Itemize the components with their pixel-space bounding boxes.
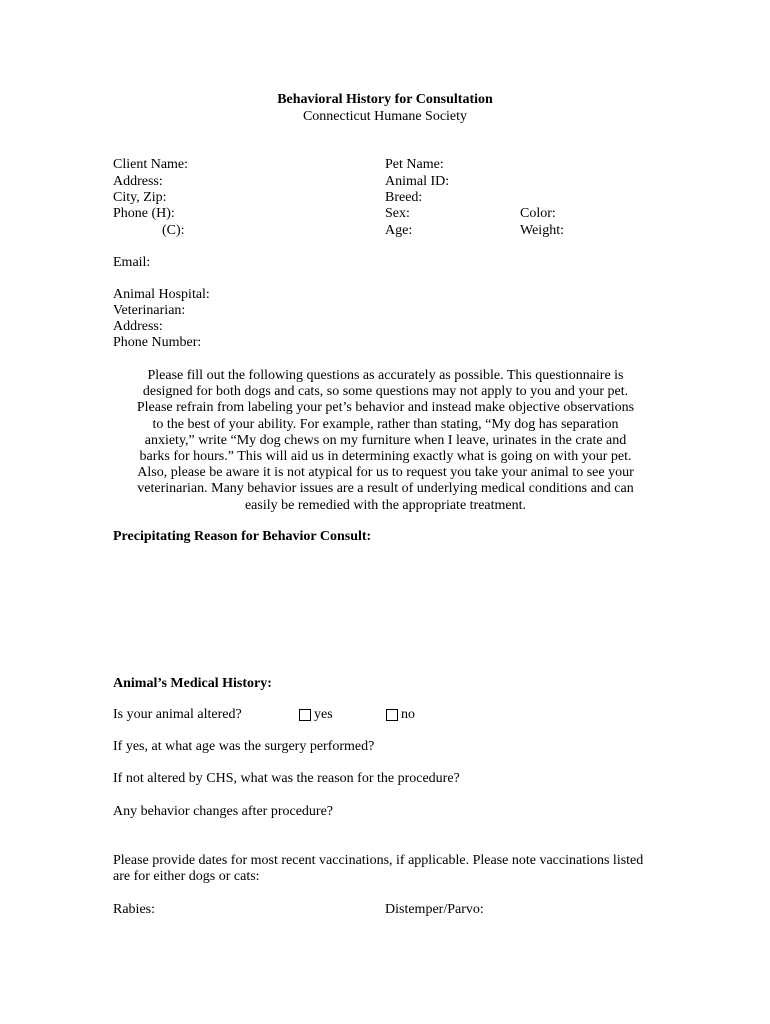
- client-phone-cell-label: (C):: [162, 223, 185, 238]
- sex-label: Sex:: [385, 206, 410, 221]
- document-subtitle: Connecticut Humane Society: [302, 109, 468, 124]
- yes-label: yes: [314, 707, 333, 722]
- no-label: no: [401, 707, 415, 722]
- email-label: Email:: [113, 255, 151, 270]
- animal-id-label: Animal ID:: [385, 174, 450, 189]
- breed-label: Breed:: [385, 190, 423, 205]
- instructions-line: anxiety,” write “My dog chews on my furniture when I leave, urinates in the crate and: [144, 432, 627, 448]
- hospital-address-label: Address:: [113, 319, 163, 334]
- vaccination-note: Please provide dates for most recent vaccinations, if applicable. Please note vaccinations listed are for either dogs or cats:: [113, 853, 644, 884]
- age-label: Age:: [385, 223, 413, 238]
- client-city-zip-label: City, Zip:: [113, 190, 167, 205]
- instructions-line: Also, please be aware it is not atypical for us to request you take your animal to see your: [137, 465, 634, 481]
- document-title: Behavioral History for Consultation: [277, 92, 493, 107]
- instructions-paragraph: [113, 368, 658, 514]
- precipitating-reason-heading: Precipitating Reason for Behavior Consult:: [113, 529, 372, 544]
- altered-question: Is your animal altered?: [113, 707, 242, 722]
- weight-label: Weight:: [520, 223, 564, 238]
- instructions-line: Please fill out the following questions as accurately as possible. This questionnaire is: [147, 368, 624, 383]
- instructions-line: designed for both dogs and cats, so some questions may not apply to you and your pet.: [142, 384, 629, 400]
- no-checkbox[interactable]: [386, 709, 398, 721]
- rabies-label: Rabies:: [113, 902, 155, 917]
- client-address-label: Address:: [113, 174, 163, 189]
- instructions-line: veterinarian. Many behavior issues are a result of underlying medical conditions and can: [137, 481, 634, 497]
- instructions-line: to the best of your ability. For example, rather than stating, “My dog has separation: [152, 416, 619, 432]
- yes-checkbox[interactable]: [299, 709, 311, 721]
- veterinarian-label: Veterinarian:: [113, 303, 186, 318]
- surgery-age-question: If yes, at what age was the surgery performed?: [113, 739, 375, 754]
- color-label: Color:: [520, 206, 556, 221]
- instructions-line: easily be remedied with the appropriate treatment.: [244, 497, 527, 513]
- distemper-parvo-label: Distemper/Parvo:: [385, 902, 484, 917]
- hospital-phone-label: Phone Number:: [113, 335, 202, 350]
- animal-hospital-label: Animal Hospital:: [113, 287, 210, 302]
- pet-name-label: Pet Name:: [385, 157, 444, 172]
- client-phone-home-label: Phone (H):: [113, 206, 175, 221]
- altered-no-option[interactable]: [386, 707, 415, 726]
- behavior-changes-question: Any behavior changes after procedure?: [113, 804, 334, 819]
- medical-history-heading: Animal’s Medical History:: [113, 676, 272, 691]
- instructions-line: Please refrain from labeling your pet’s behavior and instead make objective observations: [136, 400, 635, 416]
- client-name-label: Client Name:: [113, 157, 189, 172]
- instructions-line: barks for hours.” This will aid us in determining exactly what is going on with your pet.: [139, 449, 632, 465]
- not-altered-by-chs-question: If not altered by CHS, what was the reason for the procedure?: [113, 771, 460, 786]
- altered-yes-option[interactable]: [299, 707, 333, 726]
